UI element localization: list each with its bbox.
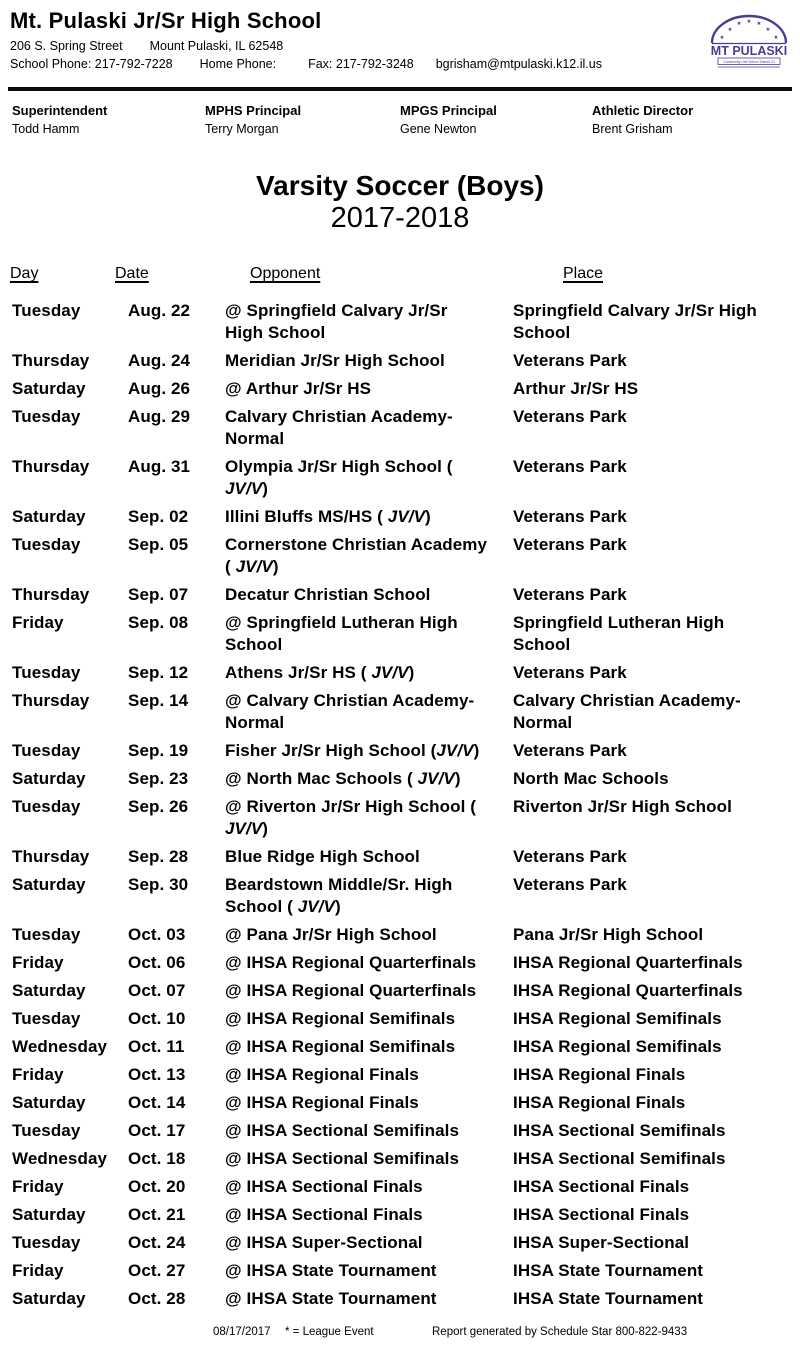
cell-opponent: Athens Jr/Sr HS ( JV/V) [225, 663, 415, 682]
cell-day: Saturday [12, 1205, 86, 1224]
cell-opponent: @ IHSA Sectional Semifinals [225, 1149, 460, 1168]
cell-place: IHSA State Tournament [513, 1261, 704, 1280]
cell-opponent: Illini Bluffs MS/HS ( JV/V) [225, 507, 431, 526]
cell-opponent: @ IHSA Regional Finals [225, 1065, 419, 1084]
cell-day: Saturday [12, 981, 86, 1000]
svg-text:★: ★ [719, 35, 725, 41]
logo-text: MT PULASKI [710, 44, 788, 58]
cell-date: Sep. 28 [128, 847, 189, 866]
league-event-legend: * = League Event [285, 1326, 374, 1338]
school-address [10, 39, 602, 54]
cell-opponent: Fisher Jr/Sr High School (JV/V) [225, 741, 480, 760]
cell-date: Sep. 02 [128, 507, 189, 526]
table-row [10, 1288, 796, 1310]
cell-place: Springfield Lutheran High School [513, 613, 725, 654]
table-row [10, 1204, 796, 1226]
table-row [10, 662, 796, 684]
report-title-block [0, 171, 800, 234]
cell-day: Friday [12, 953, 64, 972]
cell-opponent: @ IHSA Regional Finals [225, 1093, 419, 1112]
table-row [10, 300, 796, 344]
cell-date: Sep. 14 [128, 691, 189, 710]
cell-opponent: @ IHSA Sectional Finals [225, 1177, 423, 1196]
cell-place: Veterans Park [513, 741, 627, 760]
table-row [10, 1036, 796, 1058]
svg-text:★: ★ [727, 27, 733, 33]
cell-day: Tuesday [12, 1009, 81, 1028]
svg-text:★: ★ [756, 21, 762, 27]
cell-date: Oct. 21 [128, 1205, 186, 1224]
staff-title: Superintendent [12, 103, 108, 118]
cell-day: Saturday [12, 507, 86, 526]
cell-date: Oct. 10 [128, 1009, 186, 1028]
staff-title: MPGS Principal [400, 103, 497, 118]
cell-place: Veterans Park [513, 847, 627, 866]
staff-name: Brent Grisham [592, 122, 673, 136]
cell-day: Tuesday [12, 797, 81, 816]
cell-place: IHSA Regional Semifinals [513, 1037, 722, 1056]
cell-date: Oct. 24 [128, 1233, 186, 1252]
cell-place: Arthur Jr/Sr HS [513, 379, 639, 398]
cell-day: Tuesday [12, 535, 81, 554]
cell-day: Tuesday [12, 301, 81, 320]
svg-text:★: ★ [736, 21, 742, 27]
cell-place: IHSA Sectional Semifinals [513, 1121, 726, 1140]
svg-text:★: ★ [773, 35, 779, 41]
cell-day: Friday [12, 1065, 64, 1084]
svg-text:★: ★ [765, 27, 771, 33]
staff-mphs-principal [205, 103, 400, 137]
cell-day: Saturday [12, 875, 86, 894]
cell-date: Sep. 23 [128, 769, 189, 788]
cell-day: Tuesday [12, 1121, 81, 1140]
cell-place: IHSA Sectional Finals [513, 1177, 690, 1196]
cell-date: Sep. 07 [128, 585, 189, 604]
cell-date: Oct. 03 [128, 925, 186, 944]
staff-name: Todd Hamm [12, 122, 80, 136]
cell-date: Oct. 06 [128, 953, 186, 972]
cell-place: IHSA Regional Quarterfinals [513, 953, 743, 972]
cell-opponent: Calvary Christian Academy- Normal [225, 407, 453, 448]
school-logo [704, 12, 794, 70]
cell-place: Veterans Park [513, 663, 627, 682]
table-row [10, 740, 796, 762]
cell-date: Aug. 31 [128, 457, 191, 476]
home-phone: Home Phone: [199, 57, 277, 71]
cell-date: Oct. 14 [128, 1093, 186, 1112]
cell-place: IHSA Sectional Semifinals [513, 1149, 726, 1168]
table-row [10, 980, 796, 1002]
svg-text:★: ★ [746, 19, 752, 25]
table-row [10, 924, 796, 946]
cell-day: Thursday [12, 457, 90, 476]
cell-day: Thursday [12, 351, 90, 370]
table-row [10, 1008, 796, 1030]
cell-opponent: @ IHSA Sectional Semifinals [225, 1121, 460, 1140]
school-logo-icon [704, 12, 794, 70]
cell-place: Veterans Park [513, 351, 627, 370]
cell-date: Oct. 07 [128, 981, 186, 1000]
cell-day: Saturday [12, 769, 86, 788]
cell-date: Aug. 29 [128, 407, 191, 426]
cell-opponent: Cornerstone Christian Academy ( JV/V) [225, 535, 488, 576]
cell-date: Sep. 30 [128, 875, 189, 894]
cell-date: Sep. 26 [128, 797, 189, 816]
school-street: 206 S. Spring Street [10, 39, 123, 53]
cell-date: Oct. 11 [128, 1037, 185, 1056]
cell-day: Thursday [12, 585, 90, 604]
cell-place: IHSA State Tournament [513, 1289, 704, 1308]
table-row [10, 1232, 796, 1254]
cell-day: Tuesday [12, 407, 81, 426]
cell-opponent: @ Arthur Jr/Sr HS [225, 379, 372, 398]
cell-opponent: @ IHSA Regional Semifinals [225, 1037, 456, 1056]
cell-date: Sep. 12 [128, 663, 189, 682]
column-header-opponent: Opponent [250, 265, 321, 282]
cell-place: Veterans Park [513, 457, 627, 476]
cell-place: IHSA Regional Finals [513, 1065, 686, 1084]
cell-opponent: Blue Ridge High School [225, 847, 420, 866]
contact-email: bgrisham@mtpulaski.k12.il.us [435, 57, 602, 71]
cell-place: Veterans Park [513, 407, 627, 426]
school-city: Mount Pulaski, IL 62548 [149, 39, 284, 53]
cell-opponent: @ North Mac Schools ( JV/V) [225, 769, 461, 788]
table-row [10, 846, 796, 868]
cell-opponent: @ IHSA State Tournament [225, 1289, 437, 1308]
cell-opponent: Olympia Jr/Sr High School ( JV/V) [225, 457, 453, 498]
cell-opponent: @ Springfield Calvary Jr/Sr High School [225, 301, 448, 342]
cell-opponent: @ IHSA State Tournament [225, 1261, 437, 1280]
cell-place: Veterans Park [513, 875, 627, 894]
table-row [10, 1148, 796, 1170]
cell-day: Saturday [12, 1289, 86, 1308]
cell-place: Veterans Park [513, 535, 627, 554]
cell-opponent: @ IHSA Super-Sectional [225, 1233, 423, 1252]
cell-day: Friday [12, 613, 64, 632]
table-row [10, 350, 796, 372]
cell-day: Tuesday [12, 663, 81, 682]
staff-name: Terry Morgan [205, 122, 279, 136]
report-generator-credit: Report generated by Schedule Star 800-822-9433 [432, 1326, 688, 1338]
cell-place: IHSA Sectional Finals [513, 1205, 690, 1224]
table-row [10, 534, 796, 578]
fax-number: Fax: 217-792-3248 [308, 57, 414, 71]
cell-place: IHSA Regional Finals [513, 1093, 686, 1112]
staff-title: Athletic Director [592, 103, 694, 118]
cell-date: Oct. 17 [128, 1121, 186, 1140]
table-header-row [10, 265, 796, 300]
column-header-day: Day [10, 265, 39, 282]
cell-place: Veterans Park [513, 585, 627, 604]
table-row [10, 612, 796, 656]
cell-place: North Mac Schools [513, 769, 669, 788]
table-row [10, 1120, 796, 1142]
season-subtitle: 2017-2018 [330, 202, 470, 234]
cell-date: Oct. 18 [128, 1149, 186, 1168]
header-divider [8, 87, 792, 91]
cell-opponent: @ Springfield Lutheran High School [225, 613, 458, 654]
cell-day: Tuesday [12, 741, 81, 760]
cell-date: Oct. 20 [128, 1177, 186, 1196]
cell-day: Friday [12, 1177, 64, 1196]
table-row [10, 506, 796, 528]
logo-subtext: Community Unit School District 23 [723, 60, 775, 64]
cell-day: Friday [12, 1261, 64, 1280]
cell-date: Oct. 28 [128, 1289, 186, 1308]
cell-date: Sep. 05 [128, 535, 189, 554]
cell-day: Thursday [12, 847, 90, 866]
cell-opponent: Decatur Christian School [225, 585, 431, 604]
cell-opponent: Meridian Jr/Sr High School [225, 351, 445, 370]
cell-place: IHSA Regional Semifinals [513, 1009, 722, 1028]
staff-name: Gene Newton [400, 122, 477, 136]
cell-place: Calvary Christian Academy- Normal [513, 691, 741, 732]
staff-athletic-director [592, 103, 796, 137]
schedule-table [10, 265, 796, 1316]
cell-date: Oct. 27 [128, 1261, 186, 1280]
cell-day: Saturday [12, 379, 86, 398]
cell-date: Aug. 24 [128, 351, 191, 370]
cell-opponent: @ IHSA Regional Quarterfinals [225, 981, 477, 1000]
school-contact [10, 57, 602, 72]
table-row [10, 456, 796, 500]
table-row [10, 584, 796, 606]
table-row [10, 1064, 796, 1086]
cell-place: IHSA Regional Quarterfinals [513, 981, 743, 1000]
cell-place: Pana Jr/Sr High School [513, 925, 704, 944]
cell-place: Springfield Calvary Jr/Sr High School [513, 301, 757, 342]
cell-opponent: @ Calvary Christian Academy- Normal [225, 691, 475, 732]
table-row [10, 952, 796, 974]
cell-day: Saturday [12, 1093, 86, 1112]
column-header-place: Place [563, 265, 604, 282]
cell-date: Aug. 22 [128, 301, 191, 320]
schedule-rows [10, 300, 796, 1310]
cell-day: Wednesday [12, 1037, 108, 1056]
cell-day: Tuesday [12, 1233, 81, 1252]
cell-place: Veterans Park [513, 507, 627, 526]
cell-opponent: @ IHSA Sectional Finals [225, 1205, 423, 1224]
table-row [10, 796, 796, 840]
school-name: Mt. Pulaski Jr/Sr High School [10, 8, 322, 33]
cell-date: Aug. 26 [128, 379, 191, 398]
cell-opponent: Beardstown Middle/Sr. High School ( JV/V) [225, 875, 453, 916]
table-row [10, 1176, 796, 1198]
table-row [10, 406, 796, 450]
table-row [10, 874, 796, 918]
staff-directory [12, 103, 796, 137]
table-row [10, 1092, 796, 1114]
cell-opponent: @ Pana Jr/Sr High School [225, 925, 437, 944]
cell-date: Sep. 08 [128, 613, 189, 632]
report-footer [0, 1326, 800, 1342]
column-header-date: Date [115, 265, 149, 282]
table-row [10, 1260, 796, 1282]
staff-mpgs-principal [400, 103, 592, 137]
page-title: Varsity Soccer (Boys) [256, 170, 544, 201]
cell-day: Thursday [12, 691, 90, 710]
cell-place: Riverton Jr/Sr High School [513, 797, 732, 816]
cell-date: Oct. 13 [128, 1065, 186, 1084]
cell-opponent: @ IHSA Regional Semifinals [225, 1009, 456, 1028]
school-phone: School Phone: 217-792-7228 [10, 57, 173, 71]
table-row [10, 378, 796, 400]
cell-day: Tuesday [12, 925, 81, 944]
cell-opponent: @ Riverton Jr/Sr High School ( JV/V) [225, 797, 476, 838]
school-header [10, 8, 602, 72]
cell-day: Wednesday [12, 1149, 108, 1168]
table-row [10, 690, 796, 734]
staff-superintendent [12, 103, 205, 137]
table-row [10, 768, 796, 790]
cell-place: IHSA Super-Sectional [513, 1233, 690, 1252]
report-date: 08/17/2017 [213, 1326, 271, 1338]
cell-date: Sep. 19 [128, 741, 189, 760]
cell-opponent: @ IHSA Regional Quarterfinals [225, 953, 477, 972]
staff-title: MPHS Principal [205, 103, 302, 118]
